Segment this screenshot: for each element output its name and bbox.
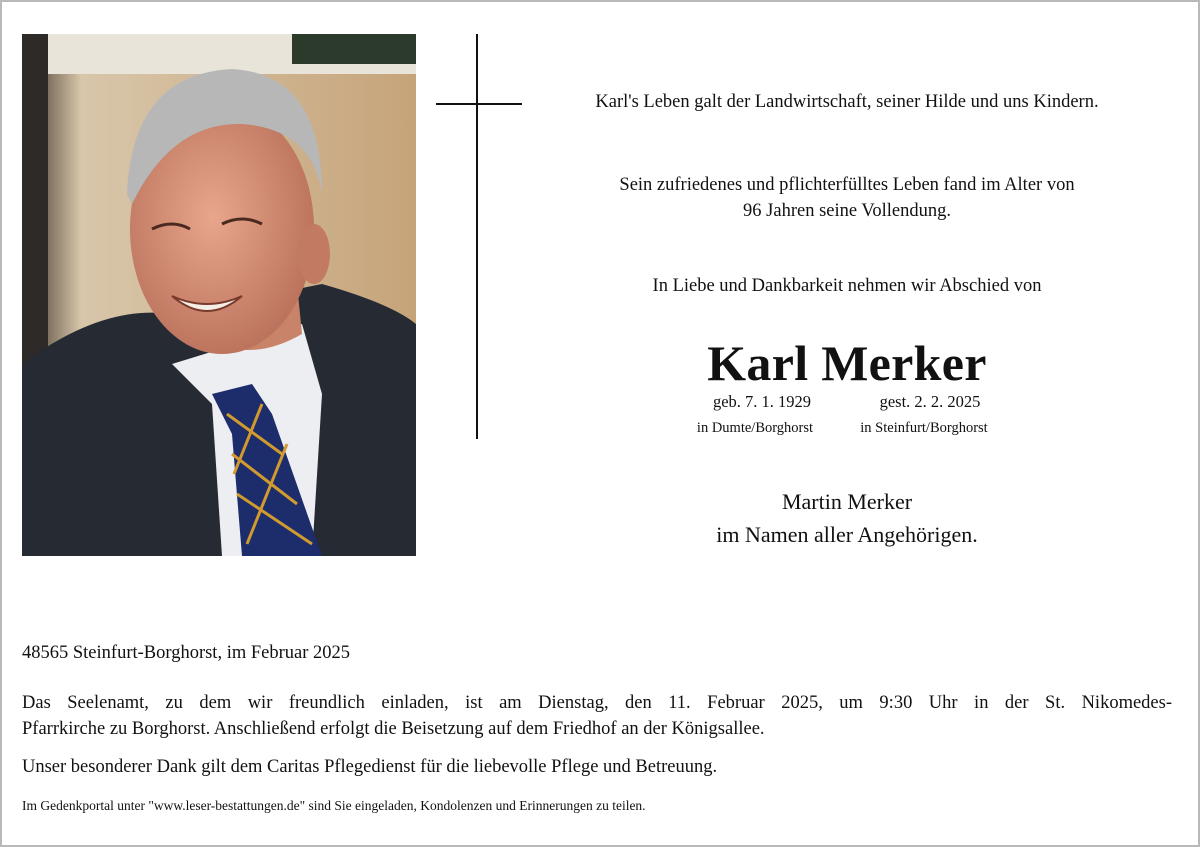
death-date: gest. 2. 2. 2025 bbox=[879, 392, 981, 411]
verse-line-2a: Sein zufriedenes und pflichterfülltes Leben fand im Alter von bbox=[619, 175, 1075, 195]
cross-horizontal-bar bbox=[436, 103, 522, 105]
verse-line-3: In Liebe und Dankbarkeit nehmen wir Abschied von bbox=[652, 276, 1042, 296]
verse-line-1: Karl's Leben galt der Landwirtschaft, seiner Hilde und uns Kindern. bbox=[595, 92, 1099, 112]
deceased-name: Karl Merker bbox=[707, 335, 987, 391]
service-line-1: Das Seelenamt, zu dem wir freundlich einladen, ist am Dienstag, den 11. Februar 2025, um 9:30 Uhr in der St. Nikomedes- bbox=[22, 693, 1172, 713]
death-place: in Steinfurt/Borghorst bbox=[860, 420, 988, 436]
footer-note: Im Gedenkportal unter "www.leser-bestattungen.de" sind Sie eingeladen, Kondolenzen und Erinnerungen zu teilen. bbox=[22, 798, 646, 813]
place-date: 48565 Steinfurt-Borghorst, im Februar 2025 bbox=[22, 643, 351, 663]
thanks-text: Unser besonderer Dank gilt dem Caritas Pflegedienst für die liebevolle Pflege und Betreuung. bbox=[22, 757, 718, 777]
cross-vertical-bar bbox=[476, 34, 478, 439]
portrait-illustration bbox=[22, 34, 416, 556]
verse-line-2 bbox=[522, 172, 1172, 224]
portrait-photo bbox=[22, 34, 416, 556]
birth-date: geb. 7. 1. 1929 bbox=[712, 392, 812, 411]
signature-name: Martin Merker bbox=[781, 489, 913, 514]
verse-line-2b: 96 Jahren seine Vollendung. bbox=[743, 201, 951, 221]
birth-place: in Dumte/Borghorst bbox=[696, 420, 814, 436]
signature-note: im Namen aller Angehörigen. bbox=[716, 522, 978, 547]
service-line-2: Pfarrkirche zu Borghorst. Anschließend erfolgt die Beisetzung auf dem Friedhof an der Königsallee. bbox=[22, 719, 765, 739]
service-info bbox=[22, 690, 1172, 742]
